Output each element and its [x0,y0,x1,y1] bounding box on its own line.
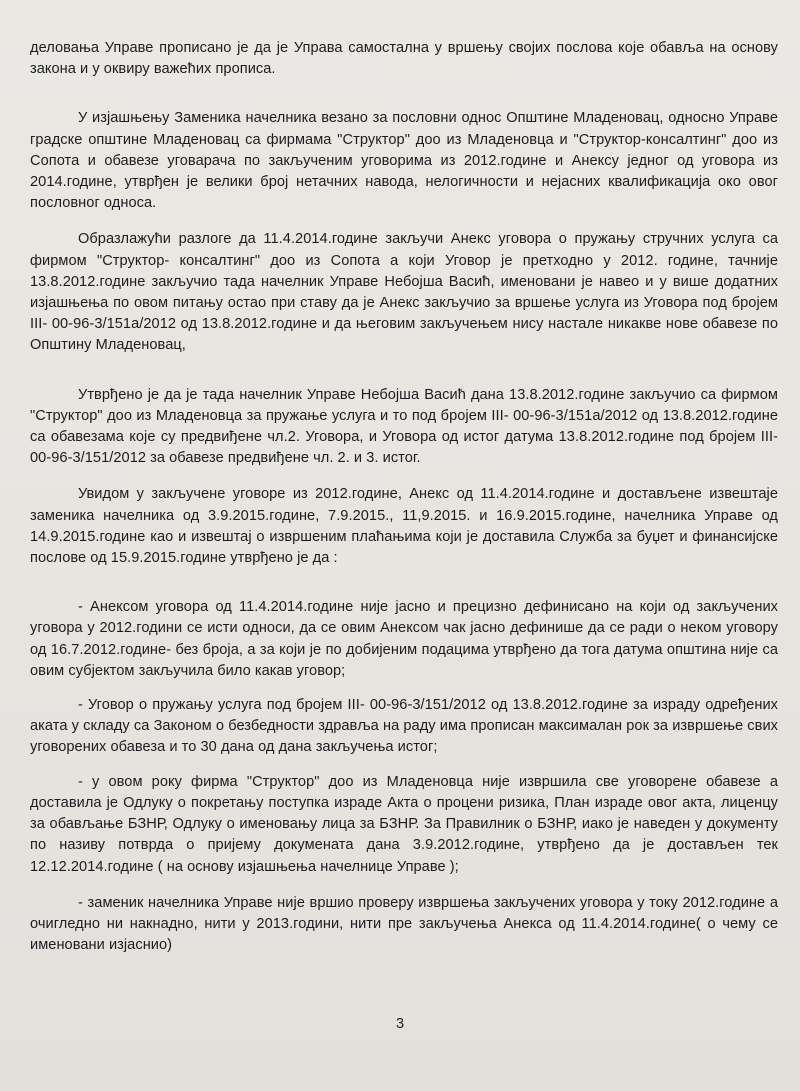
paragraph-review-findings: Увидом у закључене уговоре из 2012.године, Анекс од 11.4.2014.године и достављене извештаје заменика начелника од 3.9.2015.године, 7.9.2015., 11,9.2015. и 16.9.2015.године, начелника Управе од 14.9.2015.године као и извештај о извршеним плаћањима који је доставила Служба за буџет и финансијске послове од 15.9.2015.године утврђено је да : [30,486,778,567]
paragraph-contract-established: Утврђено је да је тада начелник Управе Небојша Васић дана 13.8.2012.године закључио са фирмом "Структор" доо из Младеновца за пружање услуга и то под бројем III- 00-96-3/151а/2012 од 13.8.2012.године са обавезама које су предвиђене чл.2. Уговора, и Уговора од истог датума 13.8.2012.године под бројем III- 00-96-3/151/2012 за обавезе предвиђене чл. 2. и 3. истог. [30,386,778,467]
paragraph-deputy-statement: У изјашњењу Заменика начелника везано за пословни однос Општине Младеновац, односно Управе градске општине Младеновац са фирмама "Структор" доо из Младеновца и "Структор-консалтинг" доо из Сопота и обавезе уговарача по закљученим уговорима из 2012.године и Анексу једног од уговора из 2014.године, утврђен је велики број нетачних навода, нелогичности и нејасних квалификација око овог пословног односа. [30,110,778,212]
page-number: 3 [395,1016,405,1032]
bullet-obligations-not-fulfilled: - у овом року фирма "Структор" доо из Младеновца није извршила све уговорене обавезе а доставила је Одлуку о покретању поступка израде Акта о процени ризика, План израде овог акта, лиценцу за обављање БЗНР, Одлуку о именовању лица за БЗНР. За Правилник о БЗНР, иако је наведен у документу по називу потврда о пријему докумената дана 3.9.2012.године, утврђено да је достављен тек 12.12.2014.године ( на основу изјашњења начелнице Управе ); [30,773,778,875]
bullet-service-contract: - Уговор о пружању услуга под бројем III- 00-96-3/151/2012 од 13.8.2012.године за израду одређених аката у складу са Законом о безбедности здравља на раду има прописан максималан рок за извршење свих уговорених обавеза и то 30 дана од дана закључења истог; [30,697,778,756]
bullet-no-verification: - заменик начелника Управе није вршио проверу извршења закључених уговора у току 2012.године а очигледно ни накнадно, нити у 2013.години, нити пре закључења Анекса од 11.4.2014.године( о чему се именовани изјаснио) [30,894,778,954]
bullet-annex-definition: - Анексом уговора од 11.4.2014.године није јасно и прецизно дефинисано на који од закључених уговора у 2012.години се исти односи, да се овим Анексом чак јасно дефинише да се ради о неком уговору од 16.7.2012.године- без броја, а за који је по добијеним подацима утврђено да тога датума општина није са овим субјектом закључила било какав уговор; [30,599,778,679]
paragraph-annex-reasons: Образлажући разлоге да 11.4.2014.године закључи Анекс уговора о пружању стручних услуга са фирмом "Структор- консалтинг" доо из Сопота а који Уговор је претходно у 2012. године, тачније 13.8.2012.године закључио тада начелник Управе Небојша Васић, именовани је навео и у више додатних изјашњења по овом питању остао при ставу да је Анекс закључио за вршење услуга из Уговора под бројем III- 00-96-3/151а/2012 од 13.8.2012.године и да његовим закључењем нису настале никакве нове обавезе по Општину Младеновац, [30,231,778,354]
paragraph-continuation: деловања Управе прописано је да је Управа самостална у вршењу својих послова које обавља на основу закона и у оквиру важећих прописа. [30,40,778,78]
